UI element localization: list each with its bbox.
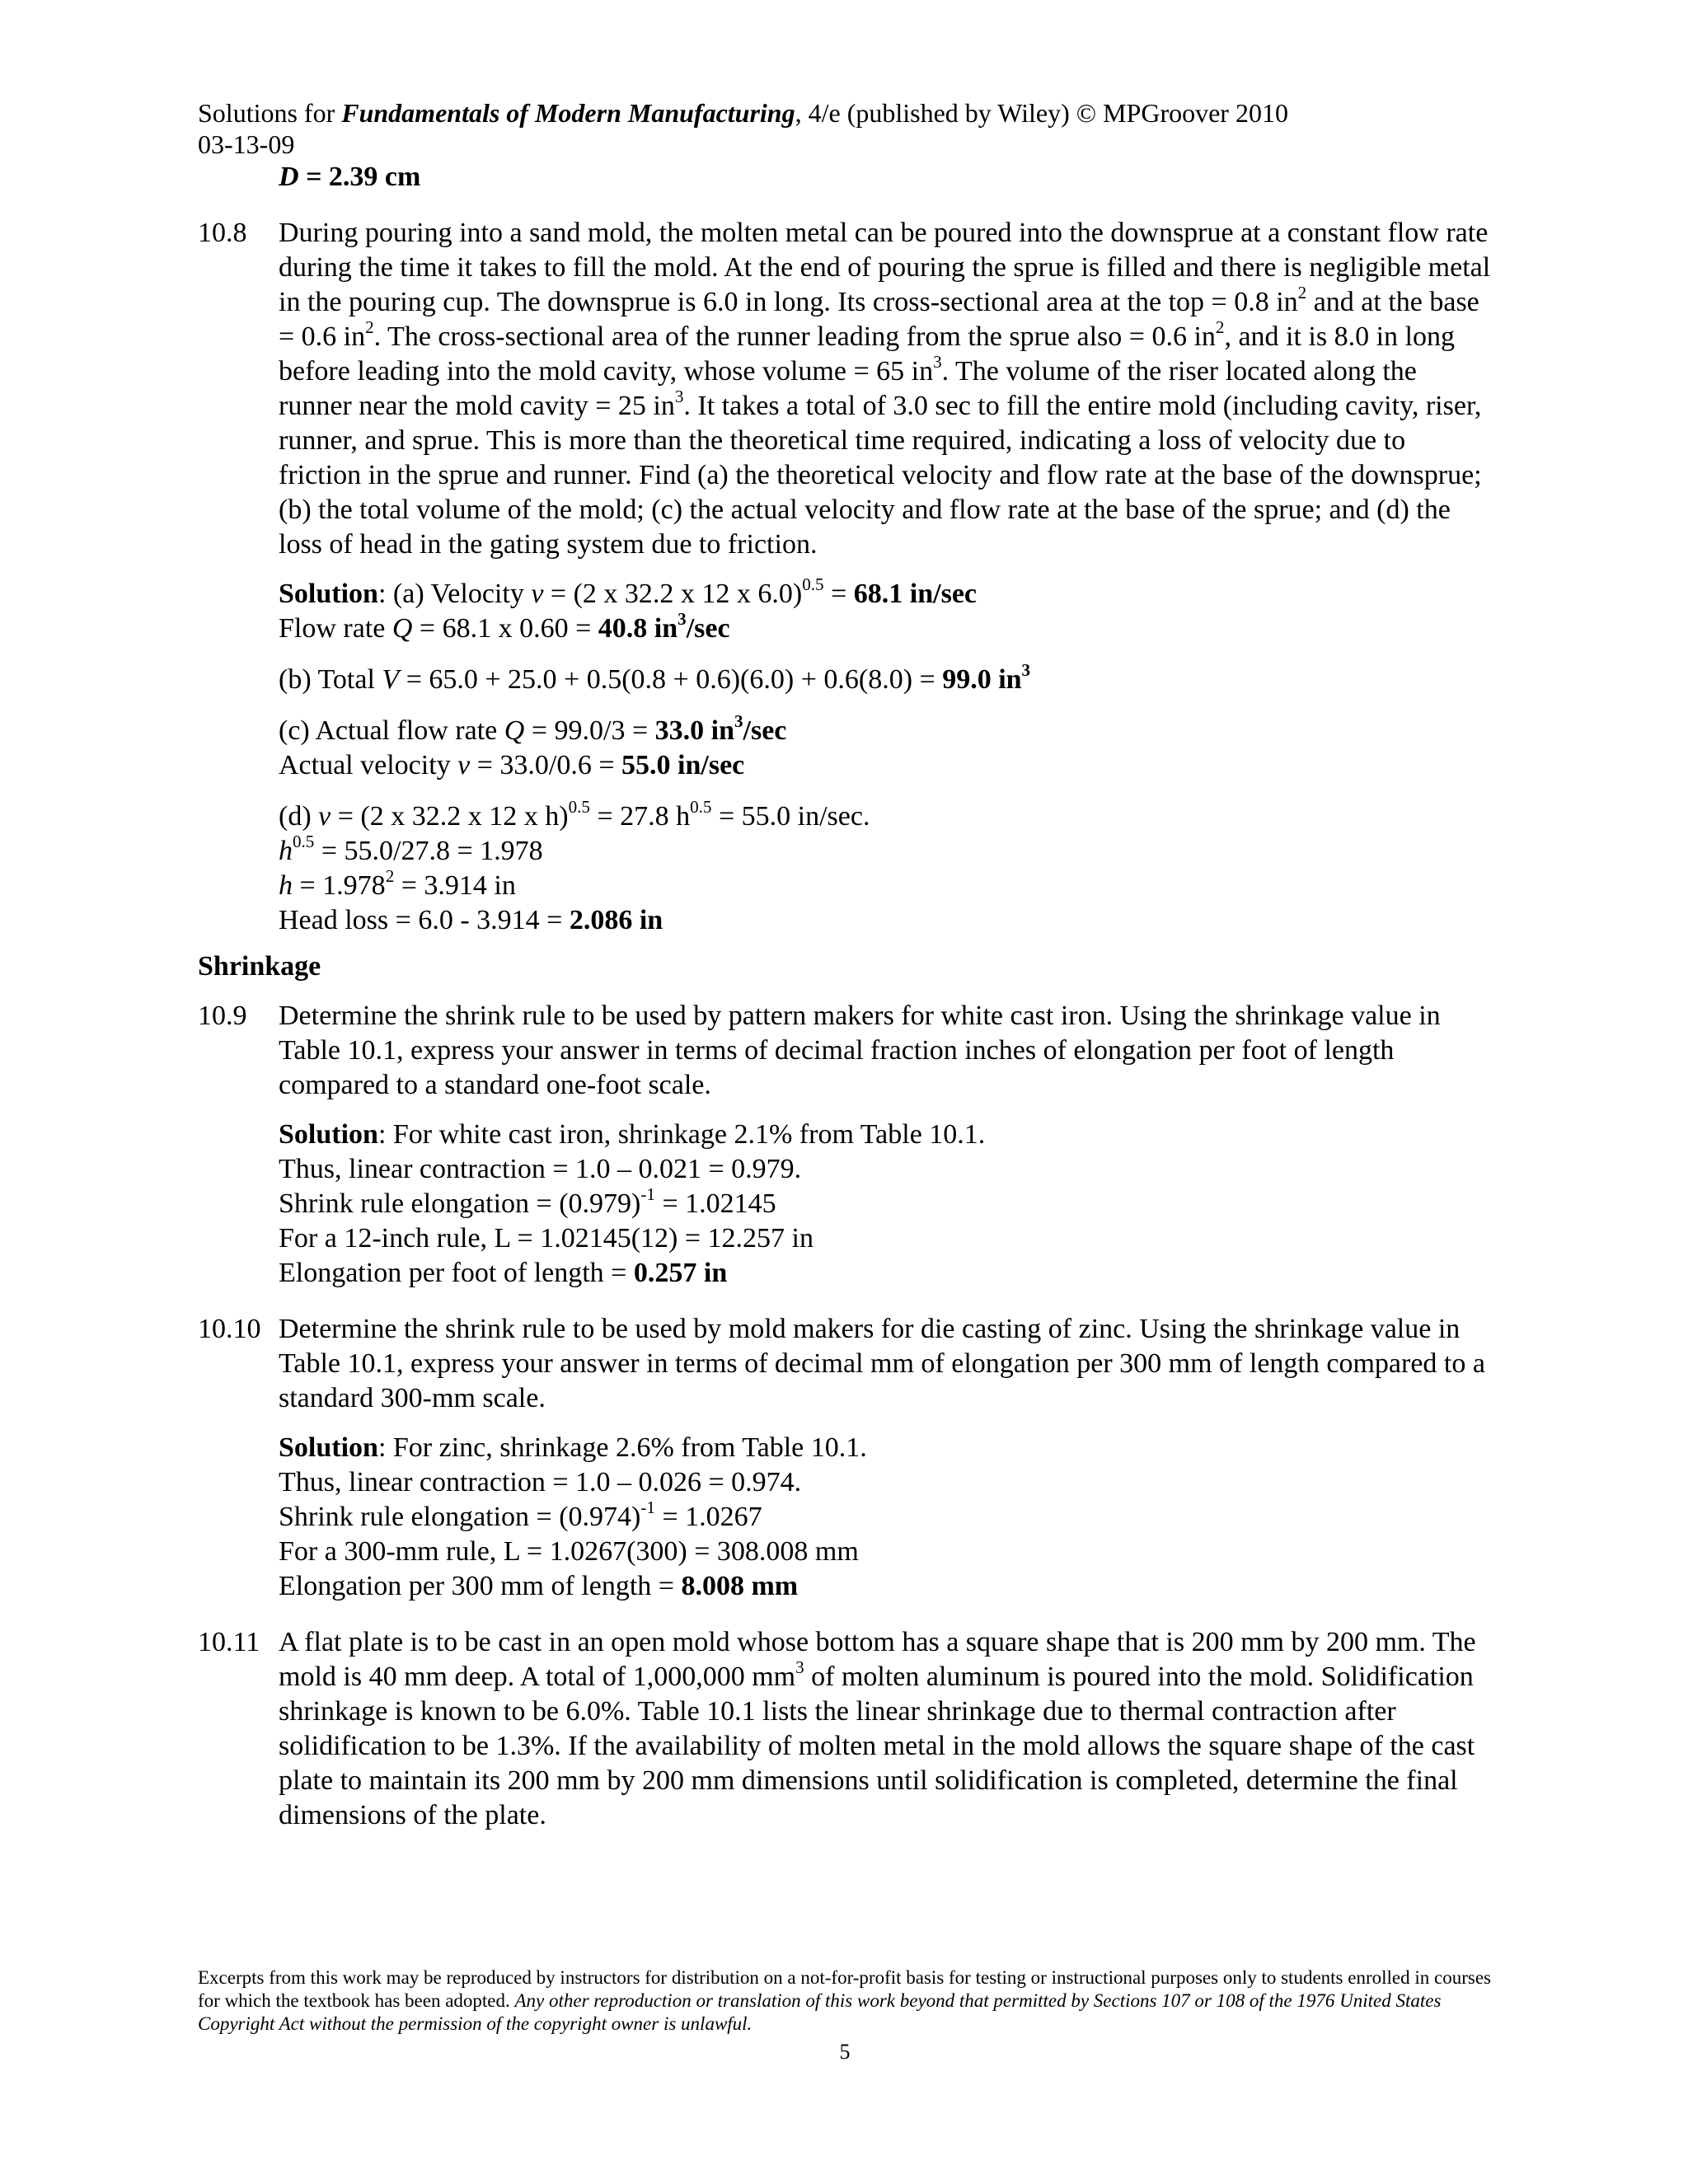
header-date: 03-13-09 — [198, 129, 295, 159]
answer-total-volume: 99.0 $in^3$ — [942, 659, 1031, 695]
book-title: Fundamentals of Modern Manufacturing — [341, 98, 795, 128]
document-page — [198, 97, 1492, 1833]
page-footer — [198, 1966, 1492, 2065]
problem-10-8 — [198, 216, 1492, 562]
problem-number: 10.11 — [198, 1627, 260, 1657]
header-prefix: Solutions for — [198, 98, 342, 128]
answer-elongation: 0.257 in — [633, 1258, 728, 1288]
solution-part-b: (b) Total V = 65.0 + 25.0 + 0.5(0.8 + 0.6)(6.0) + 0.6(8.0) = 99.0 $in^3$ — [279, 659, 1031, 695]
answer-actual-velocity: 55.0 in/sec — [621, 750, 745, 780]
solution-part-c: (c) Actual flow rate Q = 99.0/3 = 33.0 $in^3/\sec$ Actual velocity v = 33.0/0.6 = 55.0 in/sec — [279, 710, 787, 780]
header-suffix: , 4/e (published by Wiley) © MPGroover 2010 — [795, 98, 1288, 128]
solution-label: Solution — [279, 1119, 378, 1150]
problem-number: 10.9 — [198, 1001, 247, 1031]
answer-elongation: 8.008 mm — [681, 1571, 799, 1601]
solution-10-10: Solution: For zinc, shrinkage 2.6% from Table 10.1. Thus, linear contraction = 1.0 – 0.026 = 0.974. Shrink rule elongation = $(0.974)^{-1} = 1.0267$ For a 300-mm rule, L = 1.0267(300) = 308.008 mm Elongation per 300 mm of length = 8.008 mm — [279, 1432, 867, 1601]
solution-part-a: Solution: (a) Velocity v = (2 x 32.2 x 12 x 6.0)$^{0.5}$ = 68.1 in/sec Flow rate Q = 68.1 x 0.60 = 40.8 $in^3/\sec$ — [279, 574, 978, 644]
problem-10-11 — [198, 1625, 1492, 1833]
solution-10-8 — [279, 574, 1492, 938]
problem-statement: Determine the shrink rule to be used by mold makers for die casting of zinc. Using the shrinkage value in Table 10.1, express your answer in terms of decimal mm of elongation per 300 mm of length compared to a standard 300-mm scale. — [279, 1314, 1485, 1413]
problem-statement: During pouring into a sand mold, the molten metal can be poured into the downsprue at a constant flow rate during the time it takes to fill the mold. At the end of pouring the sprue is filled and there is negligible metal in the pouring cup. The downsprue is 6.0 in long. Its cross-sectional area at the top = 0.8 $in^2$ and at the base = 0.6 $in^2$. The cross-sectional area of the runner leading from the sprue also = 0.6 $in^2$, and it is 8.0 in long before leading into the mold cavity, whose volume = 65 $in^3$. The volume of the riser located along the runner near the mold cavity = 25 $in^3$. It takes a total of 3.0 sec to fill the entire mold (including cavity, riser, runner, and sprue. This is more than the theoretical time required, indicating a loss of velocity due to friction in the sprue and runner. Find (a) the theoretical velocity and flow rate at the base of the downsprue; (b) the total volume of the mold; (c) the actual velocity and flow rate at the base of the sprue; and (d) the loss of head in the gating system due to friction. — [279, 218, 1491, 560]
answer-actual-flow: 33.0 $in^3/\sec$ — [654, 710, 787, 746]
solution-label: Solution — [279, 1432, 378, 1463]
solution-label: Solution — [279, 579, 378, 609]
problem-statement: A flat plate is to be cast in an open mold whose bottom has a square shape that is 200 mm by 200 mm. The mold is 40 mm deep. A total of 1,000,000 $mm^3$ of molten aluminum is poured into the mold. Solidification shrinkage is known to be 6.0%. Table 10.1 lists the linear shrinkage due to thermal contraction after solidification to be 1.3%. If the availability of molten metal in the mold allows the square shape of the cast plate to maintain its 200 mm by 200 mm dimensions until solidification is completed, determine the final dimensions of the plate. — [279, 1627, 1476, 1830]
section-heading: Shrinkage — [198, 951, 321, 982]
problem-10-10 — [198, 1312, 1492, 1416]
answer-velocity: 68.1 in/sec — [853, 579, 978, 609]
previous-answer: D = 2.39 cm — [279, 162, 421, 192]
page-number: 5 — [839, 2040, 851, 2064]
answer-flow-rate: 40.8 $in^3/\sec$ — [598, 608, 730, 644]
answer-head-loss: 2.086 in — [569, 905, 663, 935]
problem-statement: Determine the shrink rule to be used by pattern makers for white cast iron. Using the shrinkage value in Table 10.1, express your answer in terms of decimal fraction inches of elongation per foot of length compared to a standard one-foot scale. — [279, 1001, 1441, 1100]
solution-10-9: Solution: For white cast iron, shrinkage 2.1% from Table 10.1. Thus, linear contraction = 1.0 – 0.021 = 0.979. Shrink rule elongation = $(0.979)^{-1} = 1.02145$ For a 12-inch rule, L = 1.02145(12) = 12.257 in Elongation per foot of length = 0.257 in — [279, 1119, 986, 1288]
problem-number: 10.8 — [198, 218, 247, 248]
problem-10-9 — [198, 999, 1492, 1103]
copyright-notice: Excerpts from this work may be reproduced by instructors for distribution on a not-for-profit basis for testing or instructional purposes only to students enrolled in courses for which the textbook has been adopted. Any other reproduction or translation of this work beyond that permitted by Sections 107 or 108 of the 1976 United States Copyright Act without the permission of the copyright owner is unlawful. — [198, 1967, 1491, 2034]
header-title-line — [198, 97, 1492, 129]
page-header — [198, 97, 1492, 160]
solution-part-d: (d) v = (2 x 32.2 x 12 x h)$^{0.5}$ = 27.8 $h^{0.5} = 55.0$ in/sec. $h^{0.5} = 55.0/27.8 = 1.978$ $h = 1.978^2 = 3.914$ in Head loss = 6.0 - 3.914 = 2.086 in — [279, 796, 870, 935]
problem-number: 10.10 — [198, 1314, 261, 1344]
